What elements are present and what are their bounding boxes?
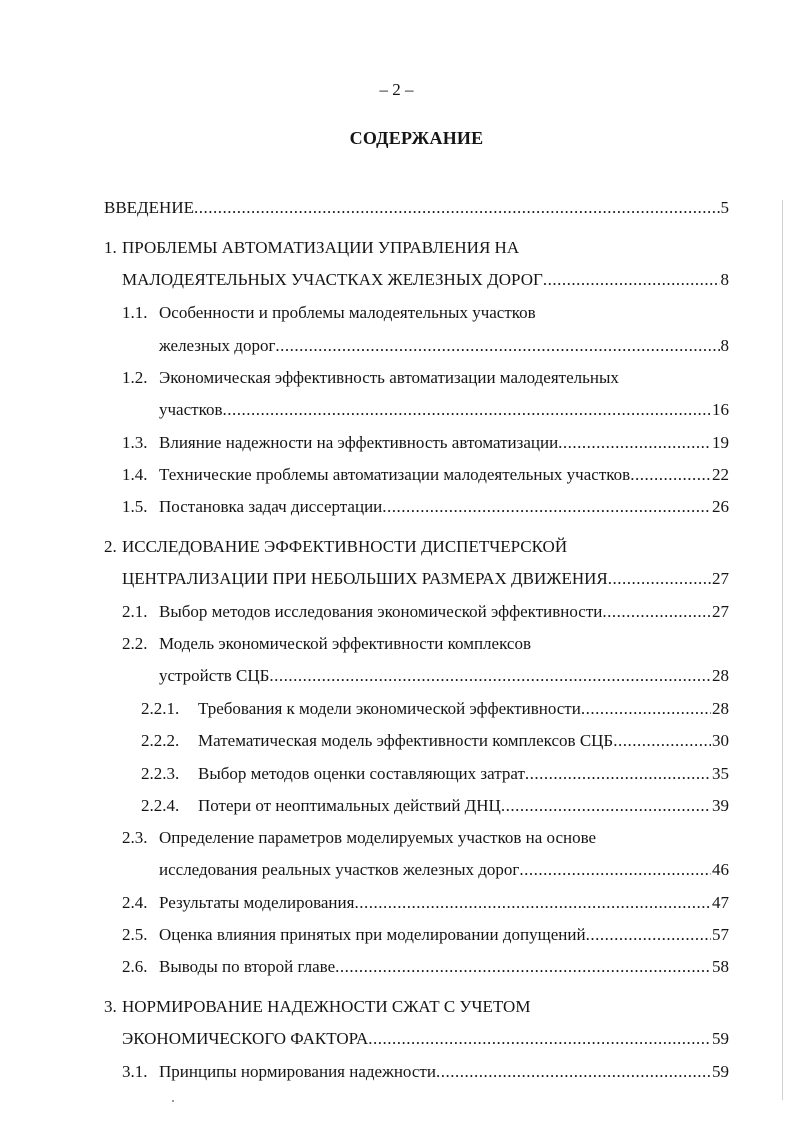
toc-entry[interactable] [159,664,729,688]
toc-entry-text: МАЛОДЕЯТЕЛЬНЫХ УЧАСТКАХ ЖЕЛЕЗНЫХ ДОРОГ [122,270,543,289]
toc-entry[interactable] [159,858,729,882]
toc-entry-number: 2.2. [122,634,148,653]
toc-entry-text: Математическая модель эффективности комплексов СЦБ [198,731,614,750]
toc-entry-page: 59 [712,1029,729,1048]
toc-entry-text: Оценка влияния принятых при моделировании допущений [159,925,586,944]
toc-entry-number: 1.2. [122,368,148,387]
toc-entry-number: 1.1. [122,303,148,322]
toc-leader-dots [368,1027,711,1051]
toc-entry-page: 58 [712,957,729,976]
page-title: СОДЕРЖАНИЕ [349,128,484,148]
toc-entry-text: Определение параметров моделируемых участков на основе [159,828,597,847]
toc-entry[interactable] [159,334,729,358]
toc-entry-page: 8 [720,270,729,289]
toc-leader-dots [586,923,711,947]
page-number: – 2 – [379,80,414,99]
toc-entry-text: исследования реальных участков железных дорог [159,860,520,879]
toc-entry-text: Выбор методов оценки составляющих затрат [198,764,525,783]
toc-entry[interactable] [122,431,729,455]
toc-entry-text: Принципы нормирования надежности [159,1062,436,1081]
toc-entry-page: 57 [712,925,729,944]
toc-leader-dots [581,697,711,721]
toc-entry-page: 27 [712,569,729,588]
toc-leader-dots [608,567,711,591]
toc-entry[interactable] [104,236,729,260]
toc-entry-page: 46 [712,860,729,879]
toc-entry-number: 2.4. [122,893,148,912]
toc-leader-dots [269,664,711,688]
toc-leader-dots [382,495,711,519]
scan-speck [172,1100,174,1102]
toc-entry[interactable] [122,463,729,487]
toc-leader-dots [602,600,711,624]
toc-entry-number: 1.3. [122,433,148,452]
toc-entry-text: ИССЛЕДОВАНИЕ ЭФФЕКТИВНОСТИ ДИСПЕТЧЕРСКОЙ [122,537,568,556]
toc-entry-number: 2.3. [122,828,148,847]
toc-entry[interactable] [122,826,729,850]
toc-entry-text: ЦЕНТРАЛИЗАЦИИ ПРИ НЕБОЛЬШИХ РАЗМЕРАХ ДВИЖЕНИЯ [122,569,608,588]
toc-entry-number: 2.5. [122,925,148,944]
toc-entry-page: 59 [712,1062,729,1081]
toc-entry[interactable] [122,955,729,979]
toc-entry-page: 5 [720,198,729,217]
toc-entry[interactable] [141,697,729,721]
toc-entry-text: Влияние надежности на эффективность автоматизации [159,433,559,452]
toc-entry[interactable] [104,196,729,220]
toc-entry-text: Постановка задач диссертации [159,497,383,516]
toc-entry-text: Особенности и проблемы малодеятельных участков [159,303,536,322]
toc-entry-number: 2.2.1. [141,699,180,718]
toc-entry[interactable] [141,794,729,818]
toc-entry[interactable] [122,923,729,947]
toc-entry-page: 28 [712,699,729,718]
toc-leader-dots [275,334,719,358]
toc-entry-number: 2.6. [122,957,148,976]
toc-leader-dots [223,398,712,422]
toc-entry[interactable] [122,301,729,325]
toc-entry[interactable] [122,366,729,390]
toc-leader-dots [630,463,711,487]
toc-entry-text: Потери от неоптимальных действий ДНЦ [198,796,501,815]
toc-entry[interactable] [122,600,729,624]
toc-leader-dots [613,729,711,753]
toc-entry-page: 22 [712,465,729,484]
toc-entry-text: ПРОБЛЕМЫ АВТОМАТИЗАЦИИ УПРАВЛЕНИЯ НА [122,238,520,257]
toc-entry[interactable] [122,891,729,915]
toc-leader-dots [543,268,720,292]
toc-entry-number: 3.1. [122,1062,148,1081]
toc-entry-number: 2.1. [122,602,148,621]
toc-entry-text: ЭКОНОМИЧЕСКОГО ФАКТОРА [122,1029,369,1048]
toc-entry-number: 3. [104,997,117,1016]
toc-leader-dots [558,431,711,455]
scan-edge-line [782,200,783,1100]
toc-entry-text: Технические проблемы автоматизации малодеятельных участков [159,465,631,484]
toc-entry-text: Выводы по второй главе [159,957,336,976]
toc-entry-page: 35 [712,764,729,783]
toc-entry-number: 1.5. [122,497,148,516]
toc-entry-page: 26 [712,497,729,516]
toc-entry[interactable] [104,535,729,559]
toc-entry[interactable] [122,1027,729,1051]
toc-entry-page: 27 [712,602,729,621]
toc-entry[interactable] [122,268,729,292]
toc-entry-page: 47 [712,893,729,912]
toc-entry[interactable] [159,398,729,422]
toc-entry[interactable] [122,632,729,656]
toc-entry-text: железных дорог [159,336,276,355]
toc-leader-dots [194,196,720,220]
toc-entry-text: Результаты моделирования [159,893,355,912]
toc-leader-dots [525,762,711,786]
toc-entry-number: 2. [104,537,117,556]
toc-entry-number: 1.4. [122,465,148,484]
toc-entry-number: 2.2.2. [141,731,180,750]
toc-entry-text: Требования к модели экономической эффективности [198,699,581,718]
toc-entry[interactable] [122,495,729,519]
toc-entry-number: 2.2.4. [141,796,180,815]
toc-entry[interactable] [141,762,729,786]
toc-entry-text: участков [159,400,223,419]
toc-entry-text: Модель экономической эффективности комплексов [159,634,531,653]
toc-entry-page: 8 [720,336,729,355]
toc-entry-text: устройств СЦБ [159,666,270,685]
toc-entry[interactable] [122,567,729,591]
toc-entry-page: 19 [712,433,729,452]
toc-entry-text: Экономическая эффективность автоматизации малодеятельных [159,368,619,387]
toc-entry[interactable] [141,729,729,753]
toc-entry-text: НОРМИРОВАНИЕ НАДЕЖНОСТИ СЖАТ С УЧЕТОМ [122,997,531,1016]
toc-entry-page: 28 [712,666,729,685]
toc-leader-dots [335,955,711,979]
toc-entry-page: 16 [712,400,729,419]
toc-entry-page: 30 [712,731,729,750]
toc-entry-number: 1. [104,238,117,257]
toc-entry-page: 39 [712,796,729,815]
toc-entry-text: Выбор методов исследования экономической эффективности [159,602,603,621]
toc-entry[interactable] [104,995,729,1019]
toc-leader-dots [354,891,711,915]
toc-leader-dots [519,858,711,882]
toc-leader-dots [436,1060,711,1084]
toc-entry-number: 2.2.3. [141,764,180,783]
toc-entry-text: ВВЕДЕНИЕ [104,198,194,217]
toc-leader-dots [501,794,711,818]
toc-entry[interactable] [122,1060,729,1084]
